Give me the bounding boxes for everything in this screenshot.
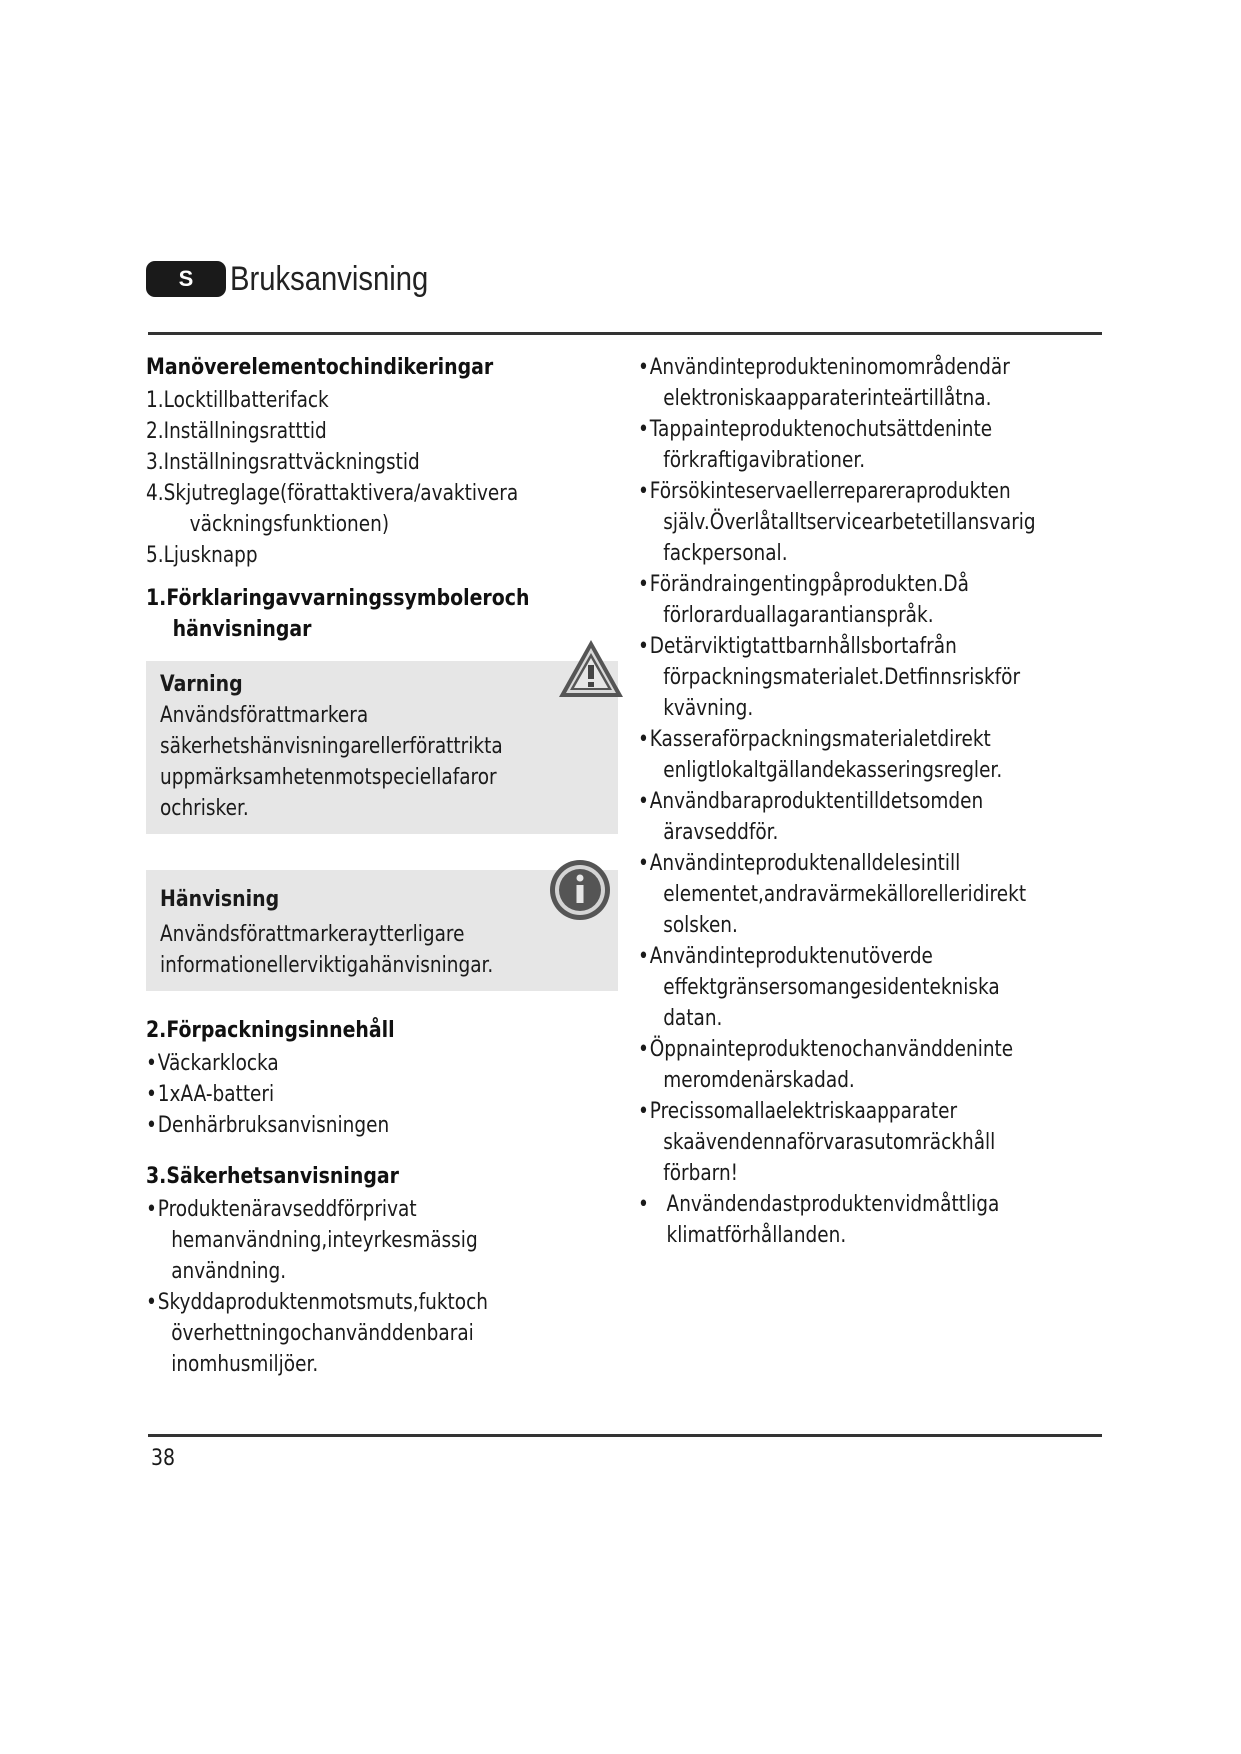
list-item	[638, 631, 1033, 724]
list-item-continuation: förbarn!	[663, 1161, 739, 1186]
list-item-continuation: väckningsfunktionen)	[189, 512, 390, 537]
controls-list	[146, 385, 541, 571]
language-badge: S	[146, 261, 226, 297]
warning-text	[160, 700, 533, 824]
warning-box	[146, 661, 618, 834]
list-item-text: Användbaraproduktentilldetsomden	[649, 789, 984, 814]
list-item	[638, 941, 1033, 1034]
list-item	[146, 1287, 541, 1380]
list-item-text: Öppnainteproduktenochanvänddeninte	[649, 1037, 1014, 1062]
list-item	[146, 416, 541, 447]
list-item-continuation: förkraftigavibrationer.	[663, 448, 866, 473]
list-item	[638, 476, 1036, 569]
list-item-continuation: inomhusmiljöer.	[171, 1352, 319, 1377]
list-item-continuation: meromdenärskadad.	[663, 1068, 855, 1093]
list-item-text: Kasseraförpackningsmaterialetdirekt	[649, 727, 991, 752]
list-item-continuation: överhettningochanvänddenbarai	[171, 1321, 474, 1346]
list-item-continuation: användning.	[171, 1259, 287, 1284]
list-item	[146, 540, 541, 571]
package-heading: 2.Förpackningsinnehåll	[146, 1018, 395, 1043]
list-item-text: Användendastproduktenvidmåttliga	[666, 1192, 1000, 1217]
list-item-continuation: fackpersonal.	[663, 541, 788, 566]
left-column	[146, 352, 616, 1380]
list-item	[146, 385, 541, 416]
list-item-text: Försökinteservaellerrepareraprodukten	[649, 479, 1011, 504]
list-item-text: 1.Locktillbatterifack	[146, 388, 329, 413]
list-item-continuation: äravseddför.	[663, 820, 779, 845]
list-item-text: 5.Ljusknapp	[146, 543, 258, 568]
list-item-continuation: förlorarduallagarantianspråk.	[663, 603, 934, 628]
right-column	[638, 352, 1108, 1251]
list-item-continuation: enligtlokaltgällandekasseringsregler.	[663, 758, 1003, 783]
list-item	[638, 352, 1033, 414]
list-item-continuation: elektroniskaapparaterinteärtillåtna.	[663, 386, 992, 411]
page-header	[146, 258, 461, 300]
list-item-text: Användinteproduktenalldelesintill	[649, 851, 961, 876]
list-item-continuation: skaävendennaförvarasutomräckhåll	[663, 1130, 996, 1155]
list-item-continuation: kvävning.	[663, 696, 754, 721]
list-item	[638, 1034, 1033, 1096]
list-item-text: 1xAA-batteri	[157, 1082, 275, 1107]
page-title: Bruksanvisning	[230, 259, 429, 298]
list-item	[638, 1096, 1033, 1189]
list-item-text: Precissomallaelektriskaapparater	[649, 1099, 958, 1124]
safety-list-right	[638, 352, 1036, 1251]
info-icon	[548, 858, 612, 922]
list-item-continuation: klimatförhållanden.	[666, 1223, 847, 1248]
list-item-text: Produktenäravseddförprivat	[157, 1197, 417, 1222]
list-item-text: 2.Inställningsratttid	[146, 419, 327, 444]
list-item-text: Detärviktigtattbarnhållsbortafrån	[649, 634, 957, 659]
package-list	[146, 1048, 541, 1141]
list-item	[146, 1194, 541, 1287]
list-item	[146, 1110, 541, 1141]
list-item-text: Skyddaproduktenmotsmuts,fuktoch	[157, 1290, 488, 1315]
list-item	[638, 569, 1033, 631]
note-text	[160, 919, 533, 981]
header-rule	[148, 332, 1102, 335]
notice-line: Användsförattmarkera	[160, 703, 369, 728]
notice-line: informationellerviktigahänvisningar.	[160, 953, 494, 978]
list-item	[638, 414, 1033, 476]
safety-heading: 3.Säkerhetsanvisningar	[146, 1164, 399, 1189]
list-item-continuation: förpackningsmaterialet.Detfinnsriskför	[663, 665, 1021, 690]
symbols-heading: 1.Förklaringavvarningssymboleroch	[146, 586, 530, 611]
list-item-text: Väckarklocka	[157, 1051, 279, 1076]
notice-line: Användsförattmarkeraytterligare	[160, 922, 465, 947]
list-item-continuation: elementet,andravärmekällorelleridirekt	[663, 882, 1027, 907]
list-item-continuation: effektgränsersomangesidentekniska	[663, 975, 1000, 1000]
notice-line: säkerhetshänvisningarellerförattrikta	[160, 734, 503, 759]
symbols-heading-cont: hänvisningar	[172, 617, 312, 642]
list-item	[638, 848, 1033, 941]
list-item	[638, 1189, 1033, 1251]
safety-list-left	[146, 1194, 541, 1380]
list-item-text: Användinteprodukteninomområdendär	[649, 355, 1010, 380]
page-number: 38	[151, 1446, 176, 1471]
warning-triangle-icon	[556, 637, 626, 701]
list-item-continuation: hemanvändning,inteyrkesmässig	[171, 1228, 478, 1253]
list-item-continuation: själv.Överlåtalltservicearbetetillansvarig	[663, 510, 1036, 535]
notice-line: ochrisker.	[160, 796, 249, 821]
controls-heading: Manöverelementochindikeringar	[146, 355, 494, 380]
list-item-text: Tappainteproduktenochutsättdeninte	[649, 417, 993, 442]
notice-line: uppmärksamhetenmotspeciellafaror	[160, 765, 497, 790]
note-title: Hänvisning	[160, 887, 280, 912]
list-item-continuation: datan.	[663, 1006, 723, 1031]
list-item-text: 3.Inställningsrattväckningstid	[146, 450, 420, 475]
list-item	[638, 786, 1033, 848]
list-item	[146, 478, 541, 540]
footer-rule	[148, 1434, 1102, 1437]
note-box	[146, 870, 618, 991]
list-item	[146, 447, 541, 478]
list-item-text: 4.Skjutreglage(förattaktivera/avaktivera	[146, 481, 519, 506]
warning-title: Varning	[160, 672, 243, 697]
list-item	[638, 724, 1033, 786]
list-item-text: Användinteproduktenutöverde	[649, 944, 933, 969]
list-item	[146, 1048, 541, 1079]
list-item-continuation: solsken.	[663, 913, 738, 938]
list-item-text: Förändraingentingpåprodukten.Då	[649, 572, 969, 597]
list-item-text: Denhärbruksanvisningen	[157, 1113, 390, 1138]
list-item	[146, 1079, 541, 1110]
